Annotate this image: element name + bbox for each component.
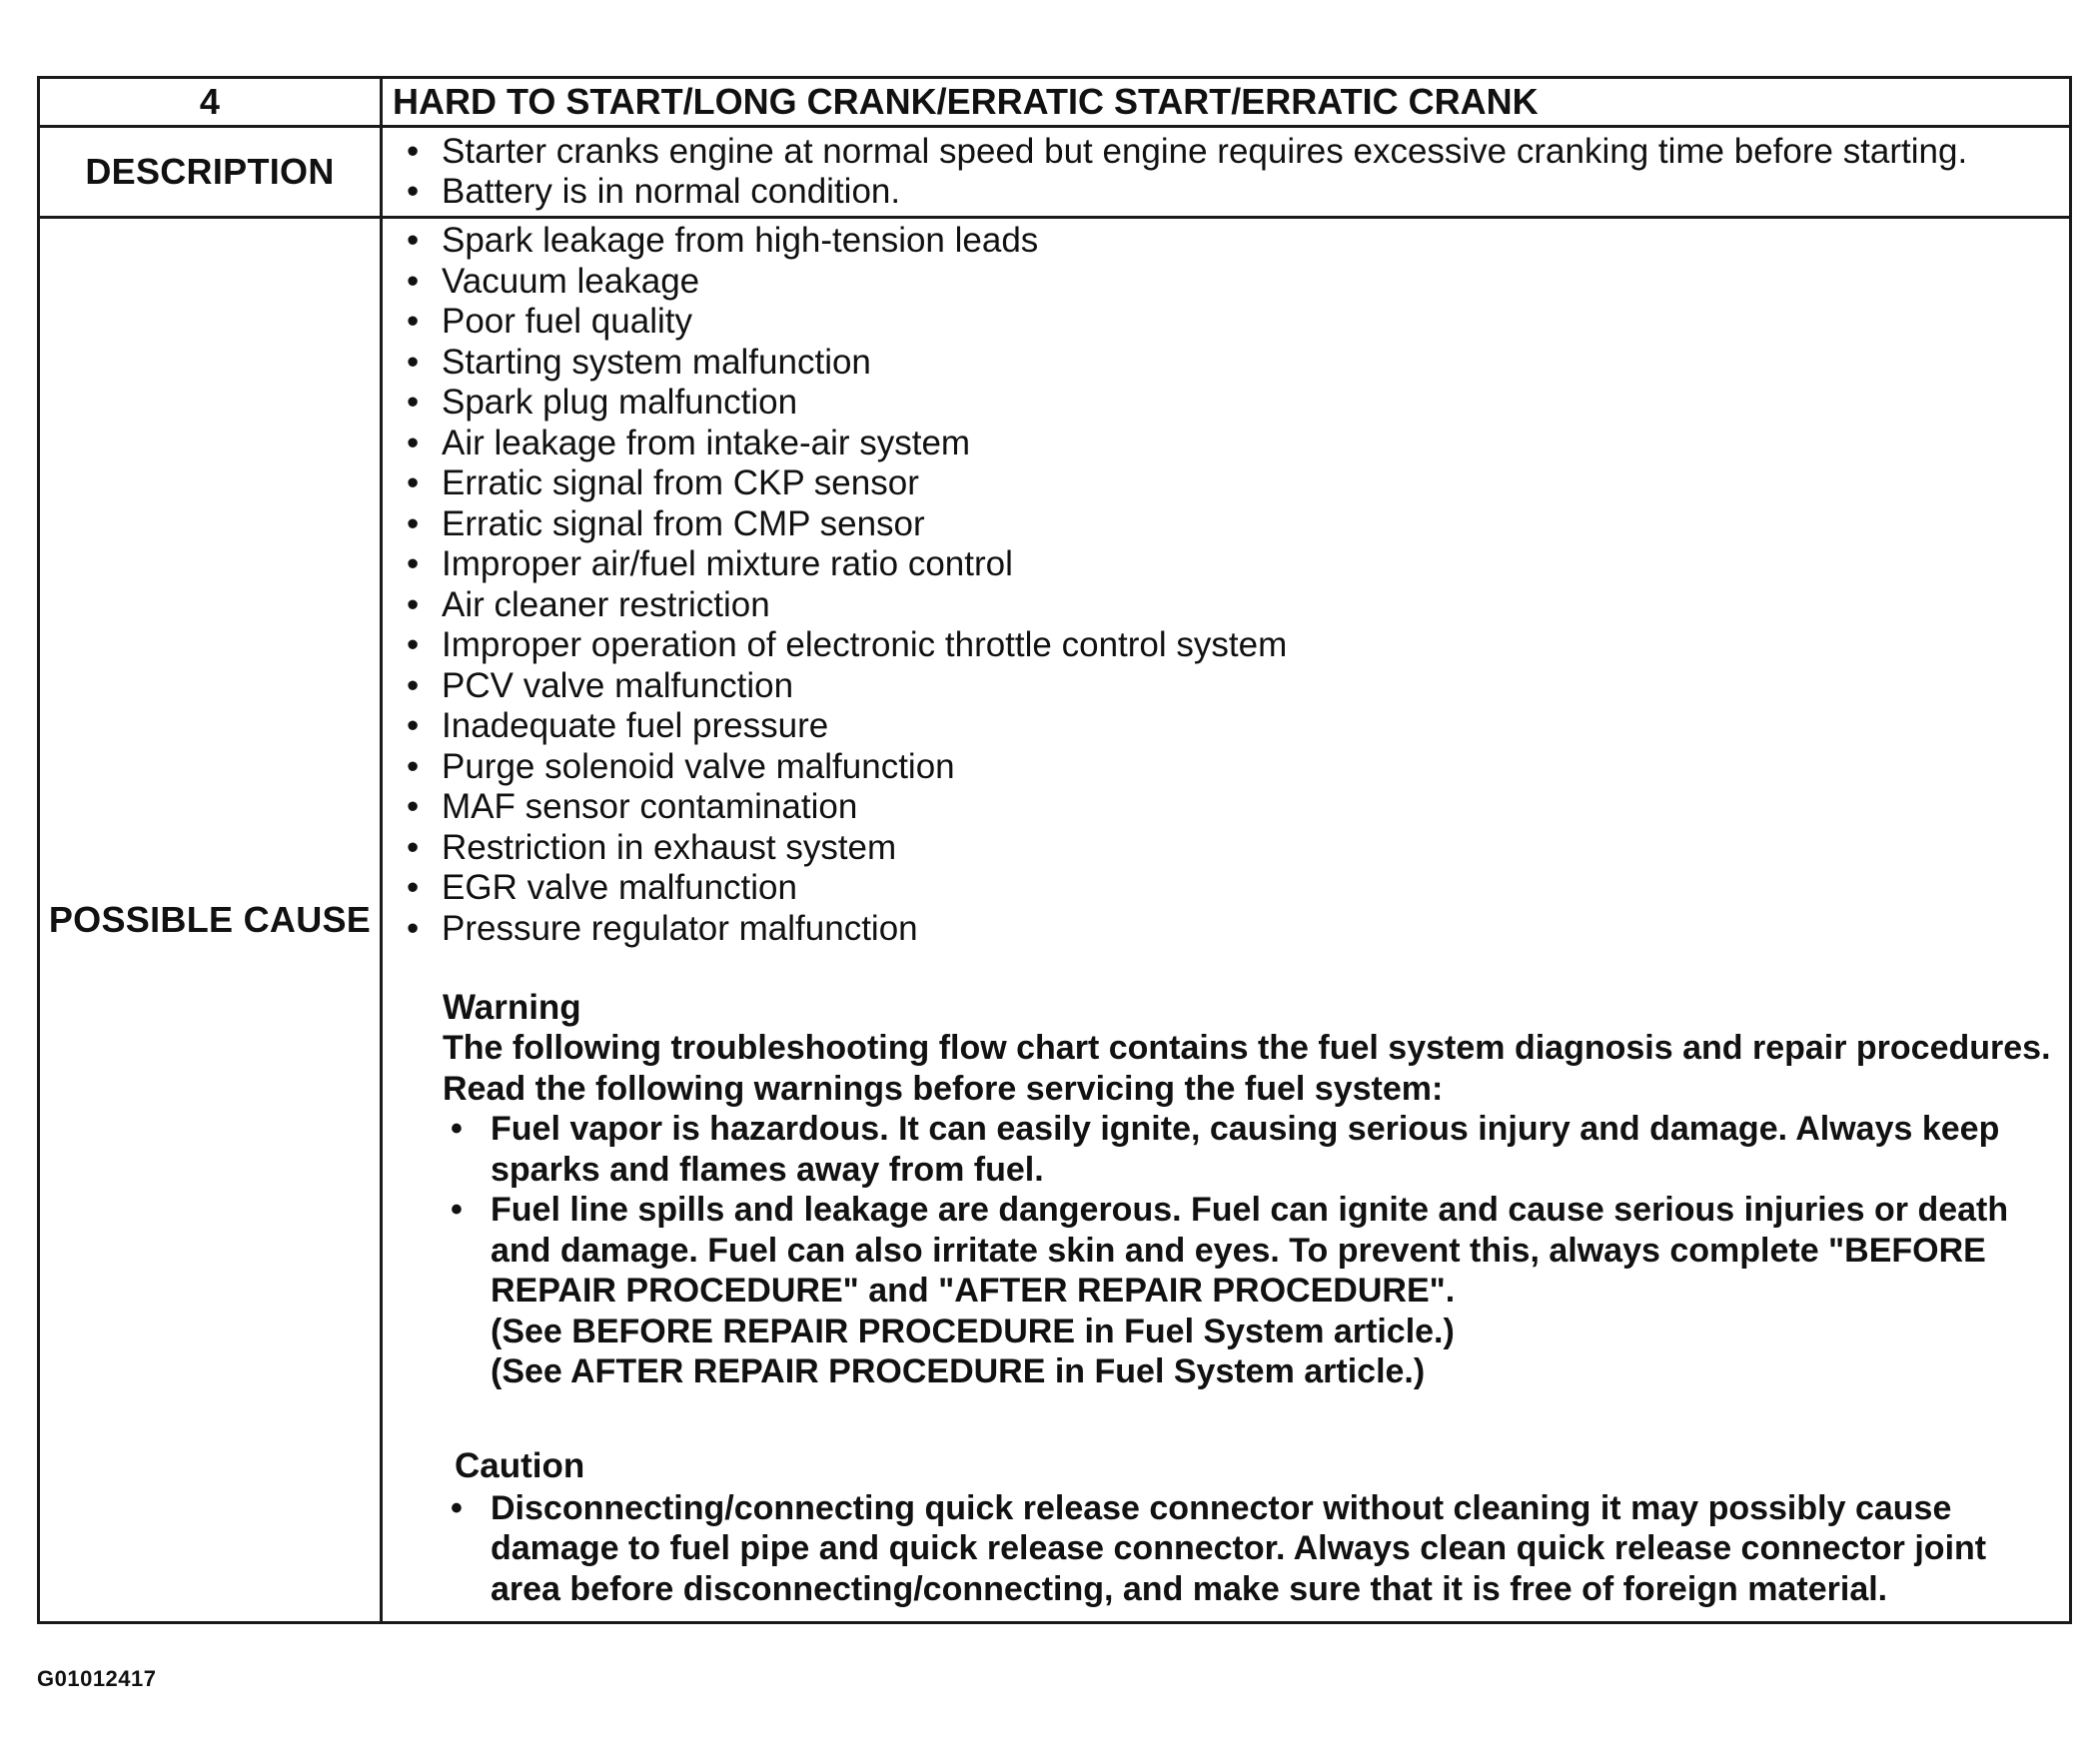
possible-cause-row [39, 218, 2071, 1623]
symptom-number: 4 [39, 78, 382, 127]
cause-item: • EGR valve malfunction [383, 868, 2063, 909]
description-cell [382, 127, 2071, 218]
cause-item: • Pressure regulator malfunction [383, 909, 2063, 950]
symptom-title: HARD TO START/LONG CRANK/ERRATIC START/ERRATIC CRANK [382, 78, 2071, 127]
cause-item: • Improper air/fuel mixture ratio control [383, 544, 2063, 585]
cause-item: • PCV valve malfunction [383, 666, 2063, 707]
caution-item: • Disconnecting/connecting quick release connector without cleaning it may possibly cause damage to fuel pipe and quick release connector. Always clean quick release connector joint area before disconnecting/connecting, and make sure that it is free of foreign material. [455, 1488, 2063, 1610]
cause-item: • MAF sensor contamination [383, 787, 2063, 828]
cause-item: • Improper operation of electronic throttle control system [383, 625, 2063, 666]
troubleshooting-sheet [37, 76, 2072, 1624]
description-row [39, 127, 2071, 218]
cause-item: • Spark leakage from high-tension leads [383, 221, 2063, 262]
warning-reference: (See BEFORE REPAIR PROCEDURE in Fuel System article.) [491, 1312, 1455, 1350]
figure-id: G01012417 [37, 1666, 157, 1691]
warning-item-text: Fuel line spills and leakage are dangerous. Fuel can ignite and cause serious injuries or death and damage. Fuel can also irritate skin and eyes. To prevent this, always complete "BEFORE REPAIR PROCEDURE" and "AFTER REPAIR PROCEDURE". [491, 1191, 2009, 1310]
warning-reference: (See AFTER REPAIR PROCEDURE in Fuel System article.) [491, 1352, 1426, 1390]
table-header-row [39, 78, 2071, 127]
cause-item: • Poor fuel quality [383, 302, 2063, 343]
cause-item: • Inadequate fuel pressure [383, 706, 2063, 747]
cause-item: • Vacuum leakage [383, 262, 2063, 303]
caution-list [455, 1488, 2063, 1610]
cause-item: • Restriction in exhaust system [383, 828, 2063, 869]
cause-item: • Purge solenoid valve malfunction [383, 747, 2063, 788]
possible-cause-cell [382, 218, 2071, 1623]
description-item: • Battery is in normal condition. [383, 172, 2069, 213]
troubleshooting-table [37, 76, 2072, 1624]
caution-title: Caution [455, 1445, 585, 1485]
cause-item: • Erratic signal from CKP sensor [383, 463, 2063, 504]
cause-item: • Spark plug malfunction [383, 383, 2063, 424]
caution-block [455, 1444, 2063, 1610]
possible-cause-label: POSSIBLE CAUSE [39, 218, 382, 1623]
cause-item: • Starting system malfunction [383, 343, 2063, 384]
cause-item: • Air cleaner restriction [383, 585, 2063, 626]
warning-intro: The following troubleshooting flow chart contains the fuel system diagnosis and repair procedures. Read the following warnings before servicing the fuel system: [443, 1029, 2051, 1108]
description-label: DESCRIPTION [39, 127, 382, 218]
warning-title: Warning [443, 988, 581, 1027]
warning-item: • Fuel vapor is hazardous. It can easily ignite, causing serious injury and damage. Always keep sparks and flames away from fuel. [443, 1109, 2063, 1190]
warning-list [443, 1109, 2063, 1392]
possible-cause-list [383, 221, 2063, 949]
description-list [383, 132, 2069, 213]
cause-item: • Air leakage from intake-air system [383, 424, 2063, 464]
cause-item: • Erratic signal from CMP sensor [383, 504, 2063, 545]
warning-block [443, 987, 2063, 1392]
description-item: • Starter cranks engine at normal speed but engine requires excessive cranking time before starting. [383, 132, 2069, 173]
warning-item [443, 1190, 2063, 1392]
